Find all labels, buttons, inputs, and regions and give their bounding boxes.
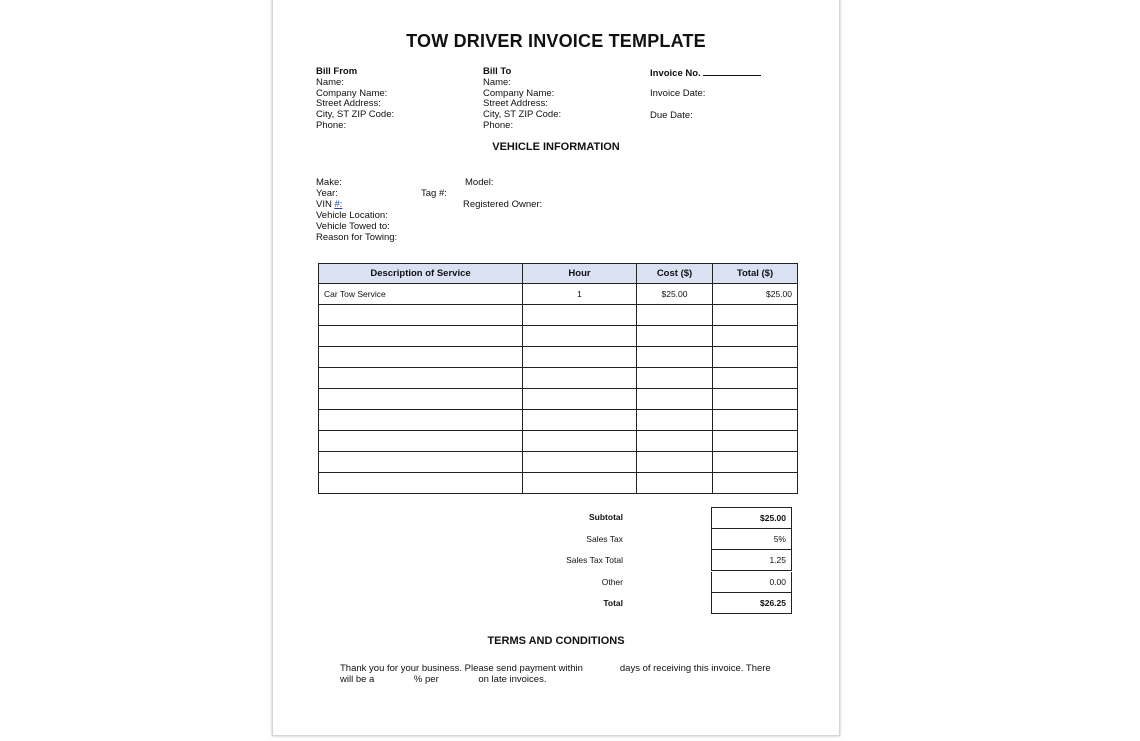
vehicle-model-label: Model: <box>465 177 494 188</box>
row-total-cell[interactable] <box>713 473 798 494</box>
summary-label: Total <box>603 598 623 608</box>
row-description-cell[interactable] <box>319 473 523 494</box>
bill-from-block <box>316 67 394 132</box>
row-total-cell[interactable] <box>713 431 798 452</box>
invoice-number-row <box>650 67 761 80</box>
row-total-cell[interactable] <box>713 347 798 368</box>
row-cost-cell[interactable] <box>637 305 713 326</box>
table-row <box>319 452 798 473</box>
vehicle-towed-to-label: Vehicle Towed to: <box>316 221 390 232</box>
row-cost-cell[interactable] <box>637 347 713 368</box>
terms-text <box>340 663 780 685</box>
bill-to-heading: Bill To <box>483 66 512 77</box>
vehicle-info-heading: VEHICLE INFORMATION <box>492 141 620 153</box>
bill-to-name: Name: <box>483 76 511 88</box>
table-row <box>319 326 798 347</box>
row-description-cell[interactable] <box>319 389 523 410</box>
bill-from-company: Company Name: <box>316 87 388 99</box>
terms-line-2a: will be a <box>340 674 375 685</box>
vehicle-vin-hash: #: <box>334 199 343 210</box>
col-cost-header: Cost ($) <box>637 264 713 284</box>
table-row <box>319 347 798 368</box>
col-hour-header: Hour <box>523 264 637 284</box>
summary-label: Sales Tax <box>586 533 623 544</box>
row-total-cell[interactable]: $25.00 <box>713 284 798 305</box>
row-hour-cell[interactable] <box>523 368 637 389</box>
registered-owner-label: Registered Owner: <box>463 199 543 210</box>
vehicle-tag-label: Tag #: <box>421 188 447 199</box>
vehicle-year-label: Year: <box>316 188 338 199</box>
row-cost-cell[interactable] <box>637 326 713 347</box>
row-cost-cell[interactable] <box>637 473 713 494</box>
table-row <box>319 305 798 326</box>
terms-line-1a: Thank you for your business. Please send payment within <box>340 663 583 674</box>
row-total-cell[interactable] <box>713 452 798 473</box>
row-cost-cell[interactable] <box>637 452 713 473</box>
row-cost-cell[interactable] <box>637 368 713 389</box>
summary-value[interactable]: $25.00 <box>711 507 792 529</box>
row-total-cell[interactable] <box>713 368 798 389</box>
row-description-cell[interactable]: Car Tow Service <box>319 284 523 305</box>
row-hour-cell[interactable] <box>523 305 637 326</box>
row-hour-cell[interactable] <box>523 389 637 410</box>
row-description-cell[interactable] <box>319 452 523 473</box>
row-hour-cell[interactable] <box>523 431 637 452</box>
due-date-label: Due Date: <box>650 110 693 121</box>
bill-to-block <box>483 67 561 132</box>
row-total-cell[interactable] <box>713 389 798 410</box>
invoice-number-field[interactable] <box>703 67 761 76</box>
vehicle-make-label: Make: <box>316 177 342 188</box>
table-row <box>319 368 798 389</box>
summary-value[interactable]: 5% <box>711 529 792 550</box>
bill-to-company: Company Name: <box>483 87 555 99</box>
summary-label: Other <box>601 576 623 587</box>
table-row <box>319 284 798 305</box>
table-row <box>319 389 798 410</box>
row-hour-cell[interactable] <box>523 347 637 368</box>
row-cost-cell[interactable] <box>637 410 713 431</box>
summary-label: Subtotal <box>589 512 623 522</box>
row-description-cell[interactable] <box>319 431 523 452</box>
row-description-cell[interactable] <box>319 347 523 368</box>
col-total-header: Total ($) <box>713 264 798 284</box>
bill-from-street: Street Address: <box>316 98 381 110</box>
row-cost-cell[interactable] <box>637 389 713 410</box>
row-cost-cell[interactable] <box>637 431 713 452</box>
summary-value[interactable]: 0.00 <box>711 572 792 593</box>
row-description-cell[interactable] <box>319 368 523 389</box>
table-row <box>319 473 798 494</box>
table-row <box>319 431 798 452</box>
service-table <box>318 263 798 494</box>
invoice-number-label: Invoice No. <box>650 68 701 79</box>
service-table-header <box>319 264 798 284</box>
bill-to-city: City, ST ZIP Code: <box>483 109 562 121</box>
row-hour-cell[interactable]: 1 <box>523 284 637 305</box>
row-hour-cell[interactable] <box>523 326 637 347</box>
table-row <box>319 410 798 431</box>
terms-line-2c: on late invoices. <box>478 674 547 685</box>
terms-line-1 <box>340 663 780 674</box>
summary-value[interactable]: 1.25 <box>711 550 792 571</box>
terms-line-2b: % per <box>413 674 439 685</box>
row-description-cell[interactable] <box>319 326 523 347</box>
row-cost-cell[interactable]: $25.00 <box>637 284 713 305</box>
summary-label: Sales Tax Total <box>566 555 623 565</box>
terms-line-1b: days of receiving this invoice. There <box>619 663 771 674</box>
terms-line-2 <box>340 674 780 685</box>
row-hour-cell[interactable] <box>523 473 637 494</box>
bill-to-street: Street Address: <box>483 98 548 110</box>
row-hour-cell[interactable] <box>523 410 637 431</box>
row-description-cell[interactable] <box>319 305 523 326</box>
bill-from-phone: Phone: <box>316 119 347 131</box>
bill-from-city: City, ST ZIP Code: <box>316 109 395 121</box>
bill-to-phone: Phone: <box>483 119 514 131</box>
row-total-cell[interactable] <box>713 305 798 326</box>
towing-reason-label: Reason for Towing: <box>316 232 398 243</box>
invoice-page <box>272 0 840 736</box>
terms-heading: TERMS AND CONDITIONS <box>487 635 625 647</box>
invoice-date-label: Invoice Date: <box>650 88 706 99</box>
summary-value[interactable]: $26.25 <box>711 593 792 614</box>
row-total-cell[interactable] <box>713 410 798 431</box>
row-description-cell[interactable] <box>319 410 523 431</box>
row-total-cell[interactable] <box>713 326 798 347</box>
bill-from-name: Name: <box>316 76 344 88</box>
row-hour-cell[interactable] <box>523 452 637 473</box>
document-title: TOW DRIVER INVOICE TEMPLATE <box>406 31 706 51</box>
col-description-header: Description of Service <box>319 264 523 284</box>
vehicle-vin-label: VIN <box>316 199 332 210</box>
bill-from-heading: Bill From <box>316 66 358 77</box>
vehicle-location-label: Vehicle Location: <box>316 210 388 221</box>
